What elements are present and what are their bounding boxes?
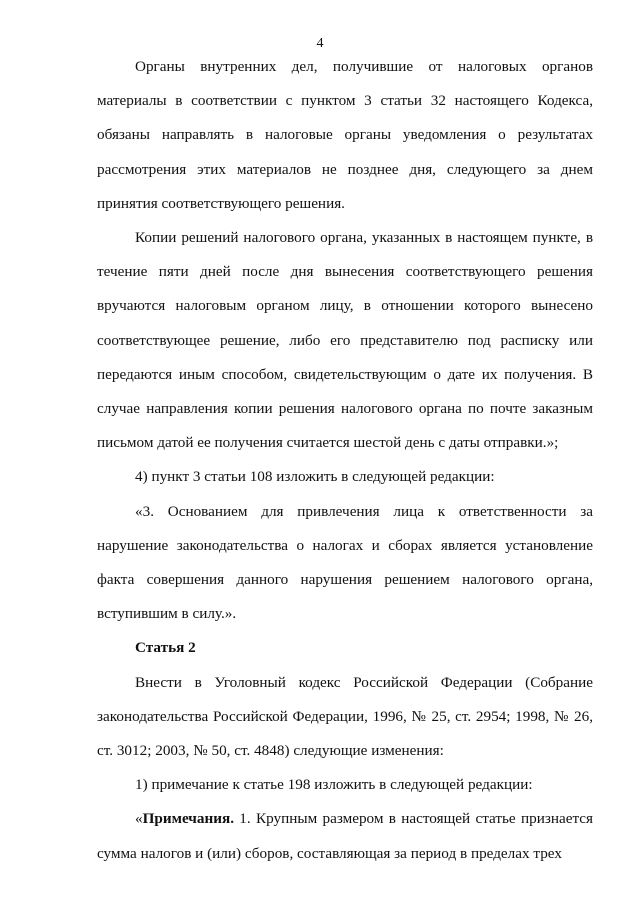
paragraph-criminal-code-amendments: Внести в Уголовный кодекс Российской Федерации (Собрание законодательства Российской Федерации, 1996, № 25, ст. 2954; 1998, № 26, ст. 3012; 2003, № 50, ст. 4848) следующие изменения: [97, 673, 593, 760]
paragraph-item-1: 1) примечание к статье 198 изложить в следующей редакции: [135, 776, 533, 794]
paragraph-item-4: 4) пункт 3 статьи 108 изложить в следующей редакции: [135, 468, 495, 486]
document-body [97, 50, 593, 871]
paragraph-notes [97, 802, 593, 870]
paragraph-internal-affairs-notice: Органы внутренних дел, получившие от налоговых органов материалы в соответствии с пунктом 3 статьи 32 настоящего Кодекса, обязаны направлять в налоговые органы уведомления о результатах рассмотрения этих материалов не позднее дня, следующего за днем принятия соответствующего решения. [97, 58, 593, 212]
notes-label: Примечания. [142, 810, 234, 828]
page-number: 4 [316, 36, 324, 51]
notes-open-quote: « [135, 810, 143, 828]
paragraph-clause-3: «3. Основанием для привлечения лица к ответственности за нарушение законодательства о налогах и сборах является установление факта совершения данного нарушения решением налогового органа, вступившим в силу.». [97, 502, 593, 623]
article-heading: Статья 2 [135, 639, 196, 657]
notes-text: 1. Крупным размером в настоящей статье признается сумма налогов и (или) сборов, составляющая за период в пределах трех [97, 810, 593, 862]
paragraph-decision-copies: Копии решений налогового органа, указанных в настоящем пункте, в течение пяти дней после дня вынесения соответствующего решения вручаются налоговым органом лицу, в отношении которого вынесено соответствующее решение, либо его представителю под расписку или передаются иным способом, свидетельствующим о дате их получения. В случае направления копии решения налогового органа по почте заказным письмом датой ее получения считается шестой день с даты отправки.»; [97, 229, 593, 452]
